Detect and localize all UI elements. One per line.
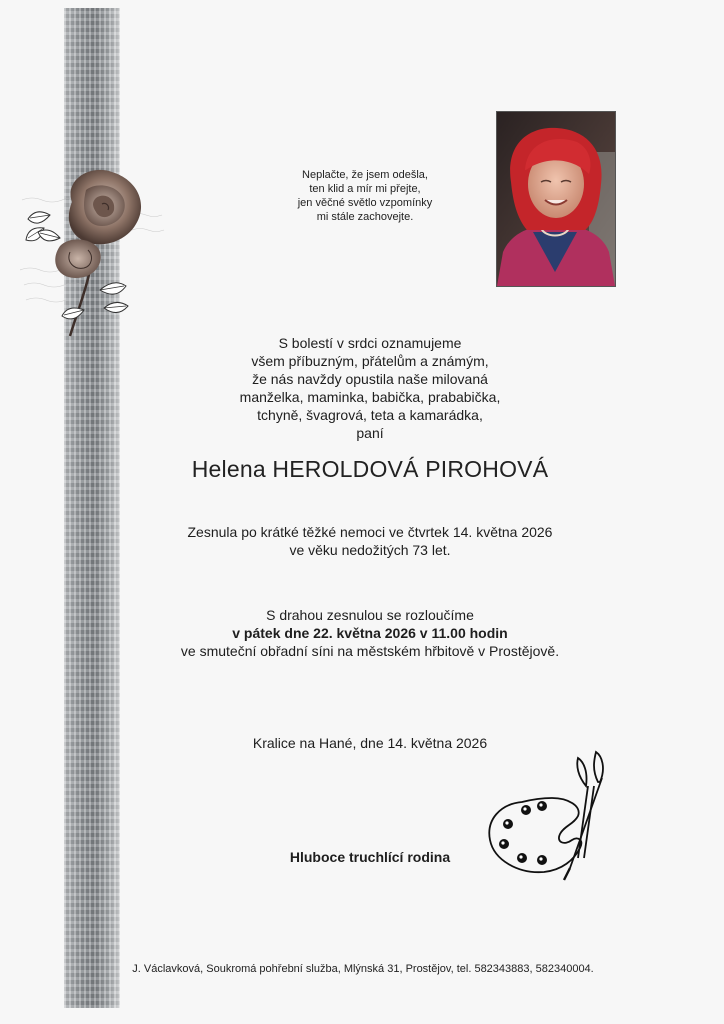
death-info-line: ve věku nedožitých 73 let. bbox=[289, 542, 451, 558]
announcement-line: paní bbox=[356, 425, 384, 441]
rose-icon bbox=[20, 160, 170, 340]
funeral-service-footer: J. Václavková, Soukromá pohřební služba, Mlýnská 31, Prostějov, tel. 582343883, 582340004. bbox=[132, 963, 594, 975]
announcement-line: že nás navždy opustila naše milovaná bbox=[252, 371, 488, 387]
announcement-line: všem příbuzným, přátelům a známým, bbox=[251, 353, 489, 369]
farewell-location: ve smuteční obřadní síni na městském hřbitově v Prostějově. bbox=[180, 643, 560, 659]
farewell-datetime: v pátek dne 22. května 2026 v 11.00 hodin bbox=[232, 625, 508, 641]
poem-line: Neplačte, že jsem odešla, bbox=[302, 169, 428, 181]
place-date: Kralice na Hané, dne 14. května 2026 bbox=[252, 735, 488, 751]
announcement bbox=[140, 334, 600, 442]
portrait-photo bbox=[496, 111, 616, 287]
poem-line: jen věčné světlo vzpomínky bbox=[297, 197, 433, 209]
poem bbox=[250, 168, 480, 224]
farewell-intro: S drahou zesnulou se rozloučíme bbox=[266, 607, 474, 623]
announcement-line: tchyně, švagrová, teta a kamarádka, bbox=[257, 407, 483, 423]
death-info bbox=[140, 523, 600, 559]
deceased-name: Helena HEROLDOVÁ PIROHOVÁ bbox=[191, 456, 549, 482]
farewell-info bbox=[140, 606, 600, 660]
poem-line: ten klid a mír mi přejte, bbox=[309, 183, 421, 195]
announcement-line: manželka, maminka, babička, prababička, bbox=[239, 389, 501, 405]
announcement-line: S bolestí v srdci oznamujeme bbox=[278, 335, 462, 351]
poem-line: mi stále zachovejte. bbox=[316, 211, 414, 223]
paint-palette-icon bbox=[482, 748, 612, 888]
death-info-line: Zesnula po krátké těžké nemoci ve čtvrtek 14. května 2026 bbox=[187, 524, 553, 540]
stripe-fade-edges bbox=[56, 8, 128, 1008]
family-signature: Hluboce truchlící rodina bbox=[289, 849, 451, 865]
